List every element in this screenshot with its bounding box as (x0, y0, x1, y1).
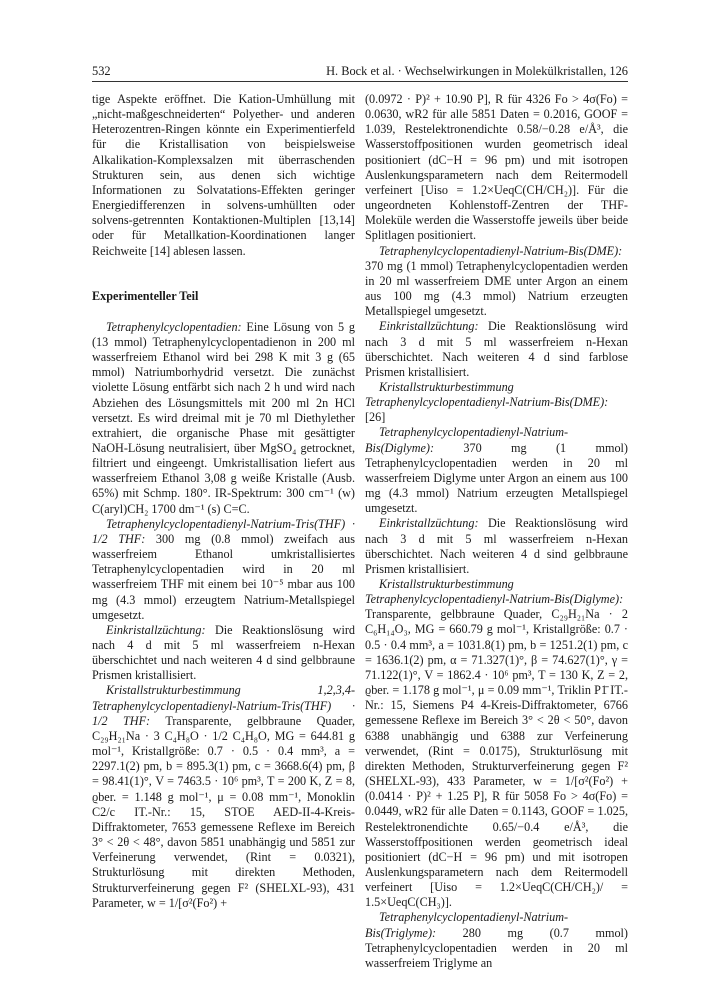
paragraph-tetraphenylcyclopentadien (92, 320, 355, 517)
page-number: 532 (92, 64, 111, 78)
paragraph-einkristall-dme (365, 319, 628, 380)
paragraph-title: Einkristallzüchtung: (379, 319, 479, 334)
paragraph-text: 370 mg (1 mmol) Tetraphenylcyclopentadien werden in 20 ml wasserfreiem DME unter Argon an einem aus 100 mg (4.3 mmol) Natrium erzeugten Metallspiegel umgesetzt. (365, 258, 628, 319)
paragraph-title: Einkristallzüchtung: (106, 622, 206, 637)
section-heading: Experimenteller Teil (92, 288, 199, 303)
paragraph-title: Tetraphenylcyclopentadienyl-Natrium-Bis(Diglyme): (365, 425, 569, 455)
paragraph-na-tris-thf (92, 517, 355, 623)
paragraph-text: 300 mg (0.8 mmol) zweifach aus wasserfreiem Ethanol umkristallisiertes Tetraphenylcyclopentadien wird in 20 ml wasserfreiem THF mit einem bei 10⁻⁵ mbar aus 100 mg (4.3 mmol) erzeugtem Natrium-Metallspiegel umgesetzt. (92, 531, 355, 622)
paragraph-einkristall-thf (92, 623, 355, 684)
left-column (92, 92, 355, 911)
paragraph-text: Die Reaktionslösung wird nach 4 d mit 5 ml wasserfreiem n-Hexan überschichtet und nach weiteren 4 d sind gelbbraune Prismen kristallisiert. (92, 622, 355, 683)
paragraph-struktur-thf (92, 683, 355, 910)
paragraph-text: [26] (365, 410, 386, 425)
paragraph-title: Kristallstrukturbestimmung Tetraphenylcyclopentadienyl-Natrium-Bis(Diglyme): (365, 577, 624, 607)
paragraph-title: Tetraphenylcyclopentadienyl-Natrium-Bis(Triglyme): (365, 910, 569, 940)
paragraph-title: Tetraphenylcyclopentadienyl-Natrium-Tris(THF) · 1/2 THF: (92, 516, 355, 546)
paragraph-title: Tetraphenylcyclopentadien: (106, 319, 242, 334)
paragraph-text: Eine Lösung von 5 g (13 mmol) Tetraphenylcyclopentadienon in 200 ml wasserfreiem Ethanol wird bei 298 K mit 3 g (65 mmol) Natriumborhydrid versetzt. Die zunächst violette Lösung entfärbt sich nach 2 h und wird nach Abziehen des Lösungsmittels mit 200 ml 2n HCl versetzt. Es wird dreimal mit je 70 ml Diethylether extrahiert, die organische Phase mit gesättigter NaOH-Lösung neutralisiert, über MgSO₄ getrocknet, filtriert und eingeengt. Umkristallisation liefert aus wasserfreiem Ethanol 3,08 g weiße Kristalle (Ausb. 65%) mit Schmp. 180°. IR-Spektrum: 300 cm⁻¹ (w) C(aryl)CH₂ 1700 dm⁻¹ (s) C=C. (92, 319, 355, 516)
header-rule (92, 81, 628, 82)
paragraph-struktur-dme (365, 380, 628, 425)
paragraph-text: Transparente, gelbbraune Quader, C₂₉H₂₁Na · 2 C₆H₁₄O₃, MG = 660.79 g mol⁻¹, Kristallgröße: 0.7 · 0.5 · 0.4 mm³, a = 1031.8(1) pm, b = 1251.2(1) pm, c = 1636.1(2) pm, α = 71.327(1)°, β = 74.627(1)°, γ = 71.122(1)°, V = 1862.4 · 10⁶ pm³, T = 130 K, Z = 2, ϱber. = 1.178 g mol⁻¹, μ = 0.09 mm⁻¹, Triklin P1̄ IT.-Nr.: 15, Siemens P4 4-Kreis-Diffraktometer, 6766 gemessene Reflexe im Bereich 3° < 2θ < 50°, davon 6388 unabhängig und 6388 zur Verfeinerung verwendet, (Rint = 0.0175), Strukturlösung mit direkten Methoden, Strukturverfeinerung gegen F² (SHELXL-93), 433 Parameter, w = 1/[σ²(Fo²) + (0.0414 · P)² + 1.25 P], R für 5058 Fo > 4σ(Fo) = 0.0449, wR2 für alle Daten = 0.1143, GOOF = 1.025, Restelektronendichte 0.65/−0.4 e/Å³, die Wasserstoffpositionen werden geometrisch ideal positioniert (dC−H = 96 pm) und mit isotropen Auslenkungsparametern nach dem Reitermodell verfeinert [Uiso = 1.2×UeqC(CH/CH₂)/ = 1.5×UeqC(CH₃)]. (365, 607, 628, 910)
running-title: H. Bock et al. · Wechselwirkungen in Molekülkristallen, 126 (326, 64, 628, 78)
paragraph-text: Transparente, gelbbraune Quader, C₂₉H₂₁Na · 3 C₄H₈O · 1/2 C₄H₈O, MG = 644.81 g mol⁻¹, Kristallgröße: 0.7 · 0.5 · 0.4 mm³, a = 2297.1(2) pm, b = 895.3(1) pm, c = 3668.6(4) pm, β = 98.41(1)°, V = 7463.5 · 10⁶ pm³, T = 200 K, Z = 8, ϱber. = 1.148 g mol⁻¹, μ = 0.08 mm⁻¹, Monoklin C2/c IT.-Nr.: 15, STOE AED-II-4-Kreis-Diffraktometer, 7653 gemessene Reflexe im Bereich 3° < 2θ < 48°, davon 5851 unabhängig und 5851 zur Verfeinerung verwendet, (Rint = 0.0321), Strukturlösung mit direkten Methoden, Strukturverfeinerung gegen F² (SHELXL-93), 431 Parameter, w = 1/[σ²(Fo²) + (92, 713, 356, 910)
paragraph-title: Einkristallzüchtung: (379, 516, 479, 531)
paragraph-text: Die Reaktionslösung wird nach 3 d mit 5 ml wasserfreiem n-Hexan überschichtet. Nach weiteren 4 d sind gelbbraune Prismen kristallisiert. (365, 516, 628, 576)
running-header (92, 62, 628, 80)
paragraph-text: 370 mg (1 mmol) Tetraphenylcyclopentadien werden in 20 ml wasserfreiem Diglyme unter Argon an einem aus 100 mg (4.3 mmol) Natrium erzeugten Metallspiegel umgesetzt. (365, 440, 628, 516)
paragraph-text: Die Reaktionslösung wird nach 3 d mit 5 ml wasserfreiem n-Hexan überschichtet. Nach weiteren 4 d sind farblose Prismen kristallisiert. (365, 319, 628, 379)
right-column (365, 92, 628, 971)
paragraph-na-bis-diglyme (365, 425, 628, 516)
paragraph-struktur-diglyme (365, 577, 628, 910)
paragraph-text: 280 mg (0.7 mmol) Tetraphenylcyclopentadien werden in 20 ml wasserfreiem Triglyme an (365, 925, 628, 970)
intro-paragraph: tige Aspekte eröffnet. Die Kation-Umhüllung mit „nicht-maßgeschneiderten“ Polyether- und anderen Heterozentren-Ringen könnte ein Experimentierfeld für die Kristallisation von beispielsweise Alkalikation-Komplexsalzen mit überraschenden Strukturen sein, aus denen sich wichtige Informationen zu Solvatations-Effekten geringer Energiedifferenzen in solvens-umhüllten oder solvens-getrennten Kontaktionen-Multiplen [13,14] oder für Metallkation-Koordinationen langer Reichweite [14] ablesen lassen. (92, 92, 355, 258)
continued-paragraph: (0.0972 · P)² + 10.90 P], R für 4326 Fo > 4σ(Fo) = 0.0630, wR2 für alle 5851 Daten = 0.2016, GOOF = 1.039, Restelektronendichte 0.58/−0.28 e/Å³, die Wasserstoffpositionen wurden geometrisch ideal positioniert (dC−H = 96 pm) und mit isotropen Auslenkungsparametern nach dem Reitermodell verfeinert [Uiso = 1.2×UeqC(CH/CH₂)]. Für die ungeordneten Kohlenstoff-Zentren der THF-Moleküle werden die Wasserstoffe jeweils über beide Splitlagen positioniert. (365, 92, 628, 243)
paragraph-title: Tetraphenylcyclopentadienyl-Natrium-Bis(DME): (379, 243, 623, 258)
paragraph-na-bis-dme (365, 244, 628, 320)
paragraph-na-bis-triglyme (365, 910, 628, 971)
paragraph-title: Kristallstrukturbestimmung 1,2,3,4-Tetraphenylcyclopentadienyl-Natrium-Tris(THF) · 1/2 THF: (92, 683, 355, 728)
paragraph-title: Kristallstrukturbestimmung Tetraphenylcyclopentadienyl-Natrium-Bis(DME): (365, 379, 609, 410)
paragraph-einkristall-diglyme (365, 516, 628, 577)
